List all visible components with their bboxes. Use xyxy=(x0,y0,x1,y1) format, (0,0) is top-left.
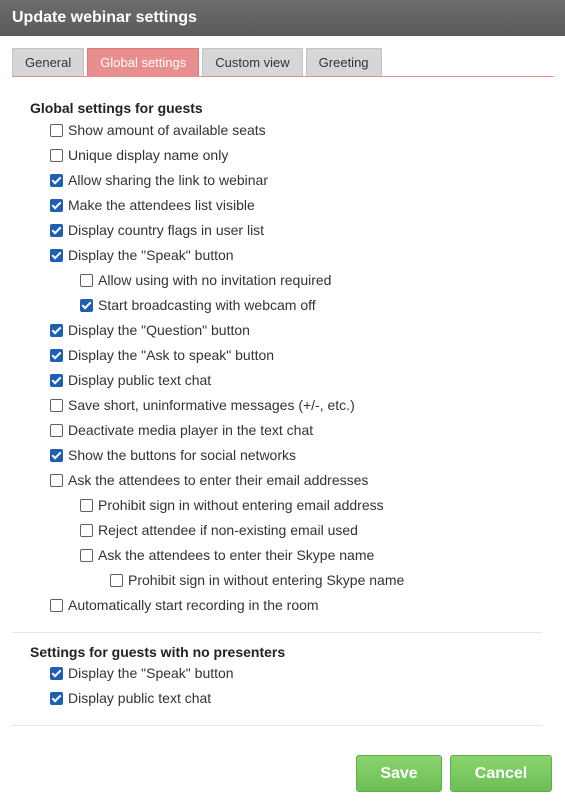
option-auto-recording[interactable] xyxy=(50,595,319,615)
global-settings-title: Global settings for guests xyxy=(30,100,203,116)
option-label: Prohibit sign in without entering email address xyxy=(98,497,384,513)
option-speak-button[interactable] xyxy=(50,245,234,265)
option-label: Display public text chat xyxy=(68,372,212,388)
option-deactivate-media-player[interactable] xyxy=(50,420,313,440)
option-show-available-seats[interactable] xyxy=(50,120,266,140)
option-label: Show the buttons for social networks xyxy=(68,447,297,463)
option-prohibit-without-skype[interactable] xyxy=(110,570,404,590)
option-ask-skype[interactable] xyxy=(80,545,374,565)
checkbox[interactable] xyxy=(50,474,63,487)
tab-greeting[interactable]: Greeting xyxy=(306,48,382,76)
option-allow-sharing-link[interactable] xyxy=(50,170,268,190)
checkbox[interactable] xyxy=(50,224,63,237)
option-label: Make the attendees list visible xyxy=(68,197,255,213)
option-question-button[interactable] xyxy=(50,320,250,340)
option-label: Display country flags in user list xyxy=(68,222,265,238)
option-np-public-text-chat[interactable] xyxy=(50,688,211,708)
save-button[interactable]: Save xyxy=(356,755,442,792)
checkbox[interactable] xyxy=(50,692,63,705)
section-divider xyxy=(12,725,542,726)
checkbox[interactable] xyxy=(80,499,93,512)
option-label: Display the "Speak" button xyxy=(68,665,234,681)
option-np-speak-button[interactable] xyxy=(50,663,234,683)
option-label: Display the "Question" button xyxy=(68,322,250,338)
checkbox[interactable] xyxy=(50,124,63,137)
option-social-buttons[interactable] xyxy=(50,445,296,465)
option-public-text-chat[interactable] xyxy=(50,370,211,390)
option-unique-display-name[interactable] xyxy=(50,145,228,165)
option-label: Show amount of available seats xyxy=(68,122,266,138)
checkbox[interactable] xyxy=(50,374,63,387)
checkbox[interactable] xyxy=(50,449,63,462)
checkbox[interactable] xyxy=(80,524,93,537)
checkbox[interactable] xyxy=(50,424,63,437)
option-label: Deactivate media player in the text chat xyxy=(68,422,314,438)
checkbox[interactable] xyxy=(50,599,63,612)
option-prohibit-without-email[interactable] xyxy=(80,495,384,515)
checkbox[interactable] xyxy=(50,149,63,162)
no-presenters-title: Settings for guests with no presenters xyxy=(30,644,286,660)
option-webcam-off[interactable] xyxy=(80,295,316,315)
option-label: Display public text chat xyxy=(68,690,212,706)
checkbox[interactable] xyxy=(50,667,63,680)
option-label: Save short, uninformative messages (+/-, etc.) xyxy=(68,397,355,413)
option-label: Reject attendee if non-existing email used xyxy=(98,522,358,538)
option-label: Prohibit sign in without entering Skype name xyxy=(128,572,405,588)
option-label: Unique display name only xyxy=(68,147,229,163)
section-divider xyxy=(12,632,542,633)
checkbox[interactable] xyxy=(80,274,93,287)
checkbox[interactable] xyxy=(50,199,63,212)
dialog-title: Update webinar settings xyxy=(0,0,565,36)
option-label: Ask the attendees to enter their Skype name xyxy=(98,547,375,563)
checkbox[interactable] xyxy=(110,574,123,587)
option-label: Allow using with no invitation required xyxy=(98,272,332,288)
checkbox[interactable] xyxy=(50,249,63,262)
checkbox[interactable] xyxy=(50,174,63,187)
checkbox[interactable] xyxy=(50,324,63,337)
option-label: Display the "Ask to speak" button xyxy=(68,347,275,363)
option-ask-email[interactable] xyxy=(50,470,368,490)
checkbox[interactable] xyxy=(50,399,63,412)
checkbox[interactable] xyxy=(80,549,93,562)
option-save-short-messages[interactable] xyxy=(50,395,355,415)
tab-custom-view[interactable]: Custom view xyxy=(202,48,302,76)
option-ask-to-speak-button[interactable] xyxy=(50,345,274,365)
option-attendees-list-visible[interactable] xyxy=(50,195,255,215)
option-label: Automatically start recording in the room xyxy=(68,597,319,613)
tab-general[interactable]: General xyxy=(12,48,84,76)
checkbox[interactable] xyxy=(80,299,93,312)
cancel-button[interactable]: Cancel xyxy=(450,755,552,792)
tab-global-settings[interactable]: Global settings xyxy=(87,48,199,76)
option-reject-nonexisting-email[interactable] xyxy=(80,520,358,540)
option-label: Start broadcasting with webcam off xyxy=(98,297,316,313)
checkbox[interactable] xyxy=(50,349,63,362)
option-label: Display the "Speak" button xyxy=(68,247,234,263)
tab-underline xyxy=(12,76,554,77)
option-country-flags[interactable] xyxy=(50,220,264,240)
option-label: Ask the attendees to enter their email addresses xyxy=(68,472,369,488)
option-no-invitation-required[interactable] xyxy=(80,270,331,290)
tab-bar xyxy=(12,48,385,76)
option-label: Allow sharing the link to webinar xyxy=(68,172,268,188)
